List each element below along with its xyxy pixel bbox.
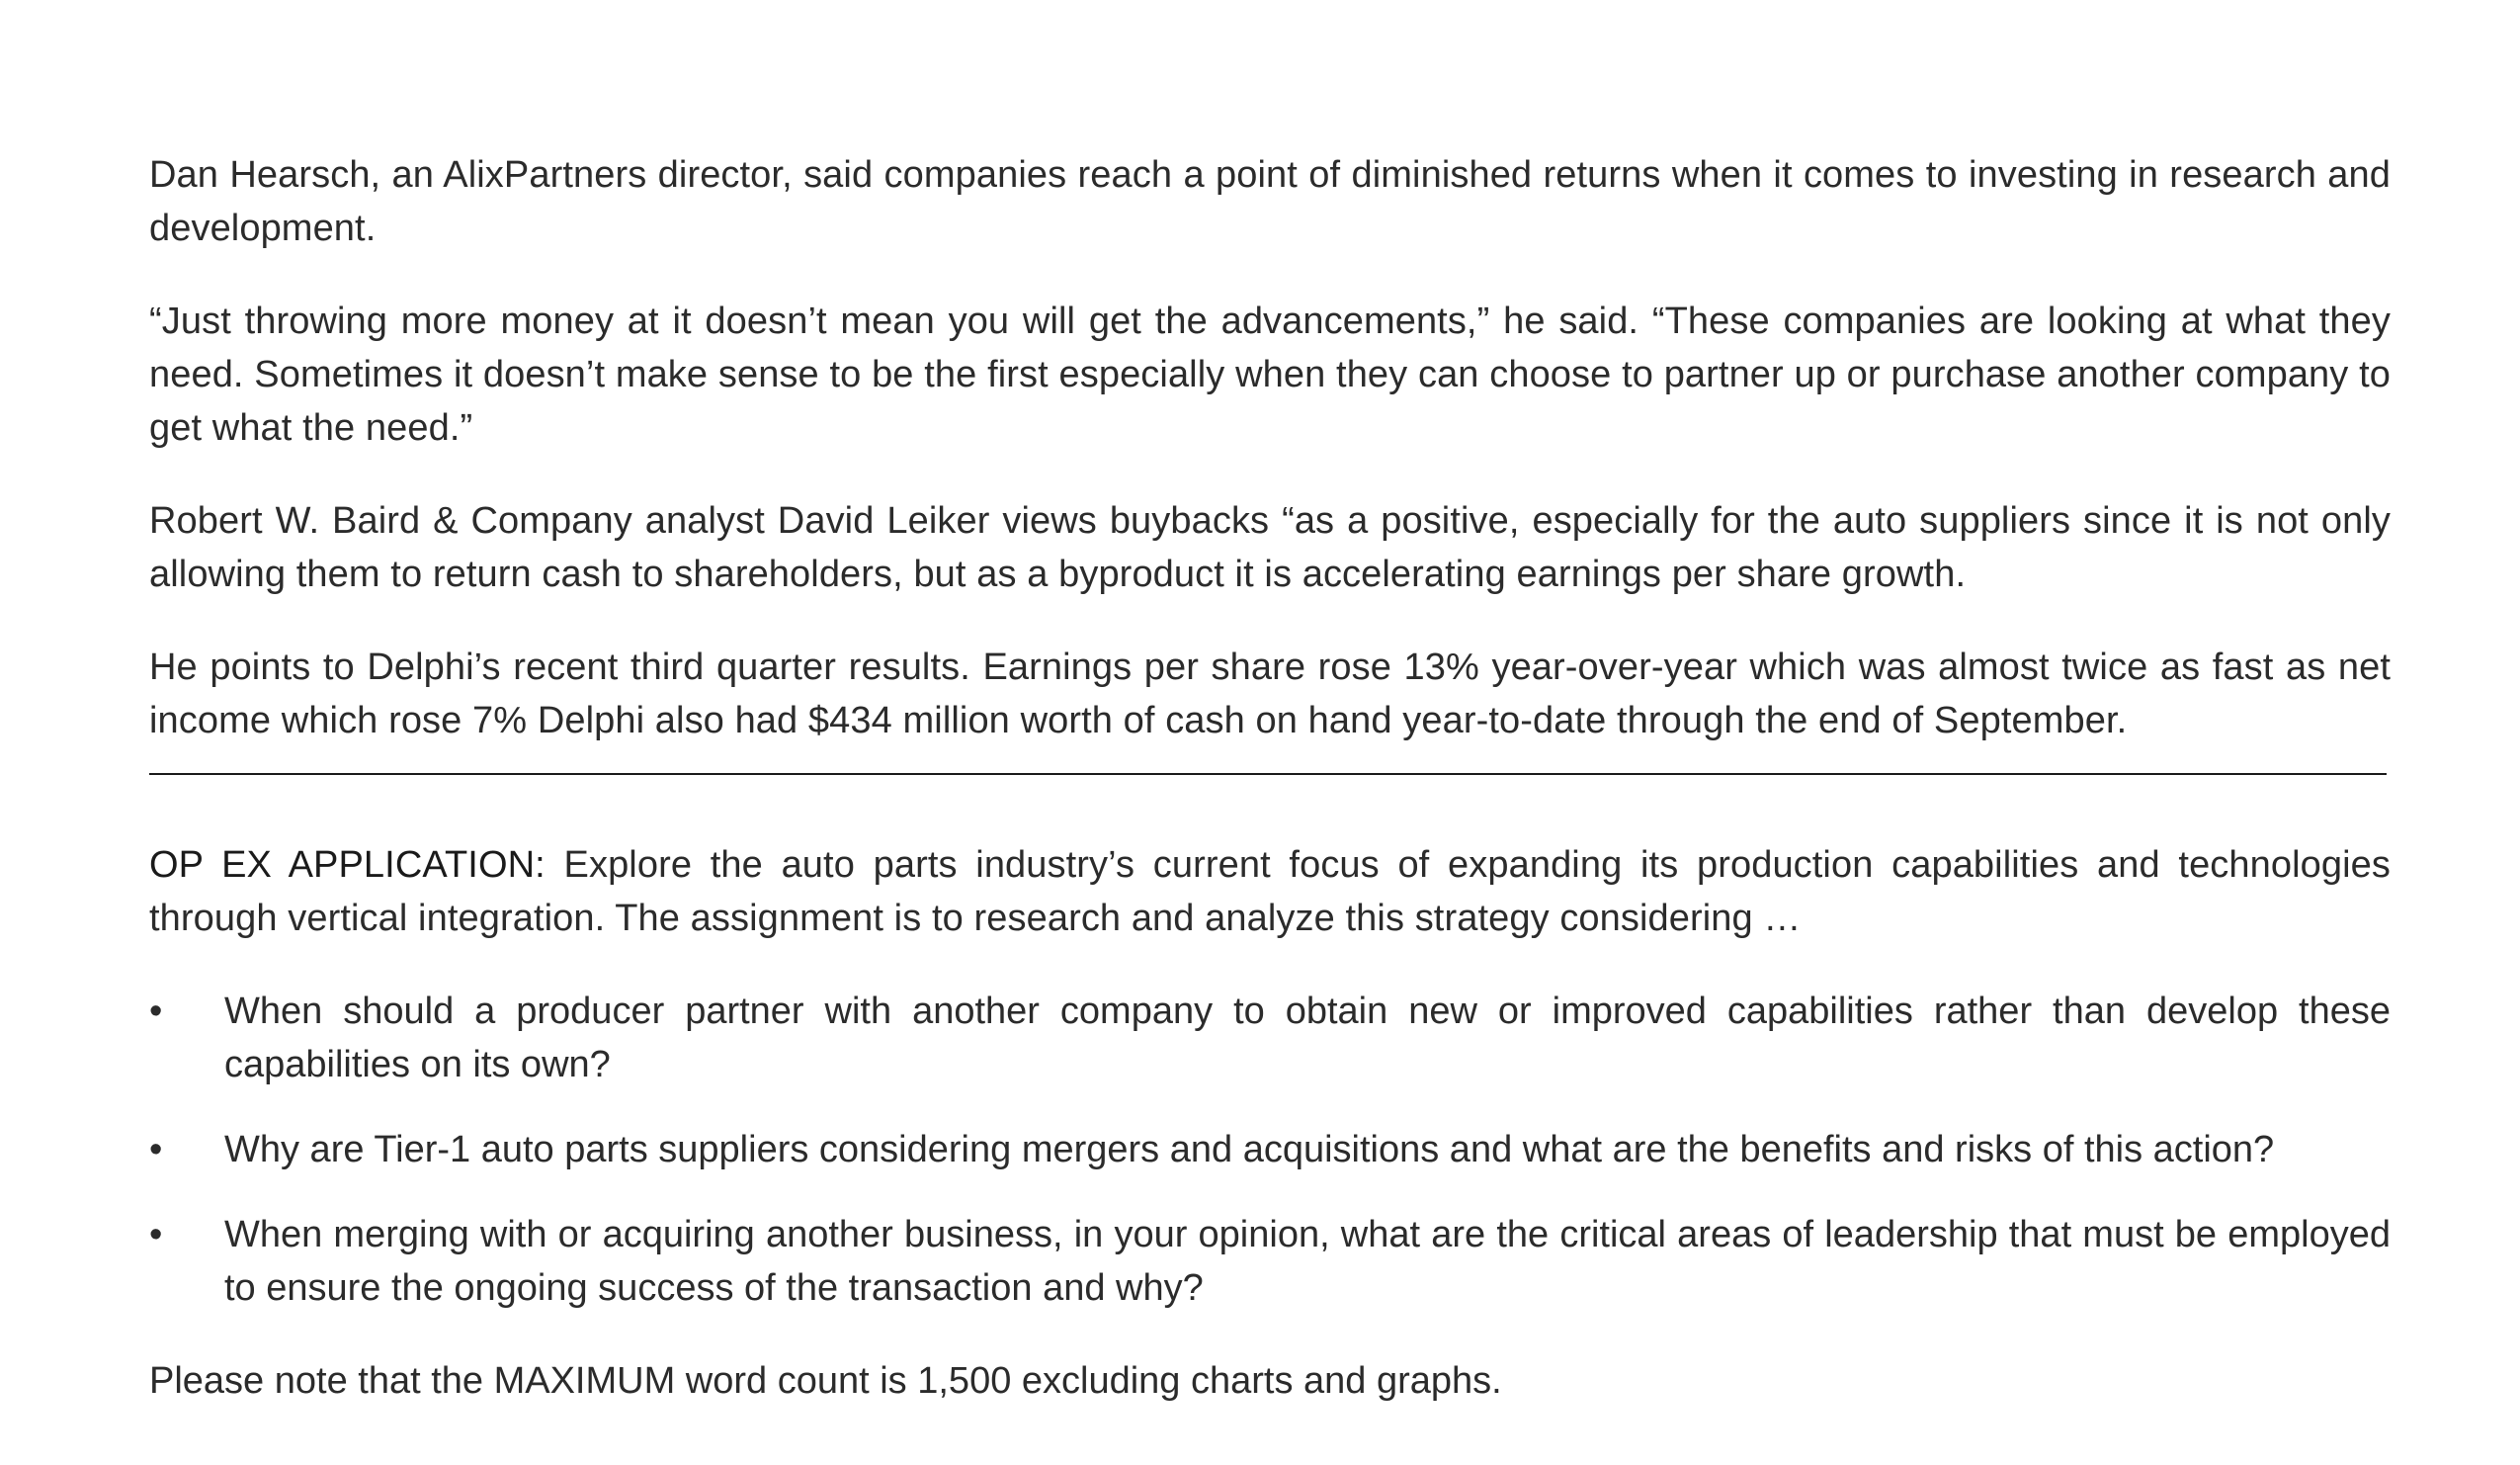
list-item-text: When should a producer partner with another company to obtain new or improved capabilities rather than develop these capabilities on its own? <box>224 991 2391 1085</box>
word-count-note: Please note that the MAXIMUM word count is 1,500 excluding charts and graphs. <box>149 1360 1502 1402</box>
opex-label: OP EX APPLICATION: <box>149 844 546 886</box>
paragraph-leiker: Robert W. Baird & Company analyst David Leiker views buybacks “as a positive, especially for the auto suppliers since it is not only allowing them to return cash to shareholders, but as a byproduct it is accelerating earnings per share growth. <box>149 500 2391 595</box>
opex-application <box>149 838 2391 945</box>
paragraph-hearsch: Dan Hearsch, an AlixPartners director, said companies reach a point of diminished returns when it comes to investing in research and development. <box>149 154 2391 249</box>
bullet-icon: • <box>149 1129 163 1170</box>
list-item-text: When merging with or acquiring another business, in your opinion, what are the critical areas of leadership that must be employed to ensure the ongoing success of the transaction and why? <box>224 1214 2391 1309</box>
paragraph-quote: “Just throwing more money at it doesn’t mean you will get the advancements,” he said. “These companies are looking at what they need. Sometimes it doesn’t make sense to be the first especially when they can choose to partner up or purchase another company to get what the need.” <box>149 301 2391 449</box>
horizontal-divider <box>149 773 2387 775</box>
bullet-icon: • <box>149 1214 163 1255</box>
bullet-icon: • <box>149 991 163 1032</box>
question-list <box>149 985 2391 1315</box>
document-page <box>149 148 2391 1445</box>
list-item <box>149 1123 2391 1176</box>
list-item <box>149 1208 2391 1315</box>
opex-text: Explore the auto parts industry’s current focus of expanding its production capabilities and technologies through vertical integration. The assignment is to research and analyze this strategy considering … <box>149 844 2391 939</box>
list-item-text: Why are Tier-1 auto parts suppliers considering mergers and acquisitions and what are the benefits and risks of this action? <box>224 1129 2275 1170</box>
list-item <box>149 985 2391 1091</box>
paragraph-delphi: He points to Delphi’s recent third quarter results. Earnings per share rose 13% year-over-year which was almost twice as fast as net income which rose 7% Delphi also had $434 million worth of cash on hand year-to-date through the end of September. <box>149 646 2391 741</box>
